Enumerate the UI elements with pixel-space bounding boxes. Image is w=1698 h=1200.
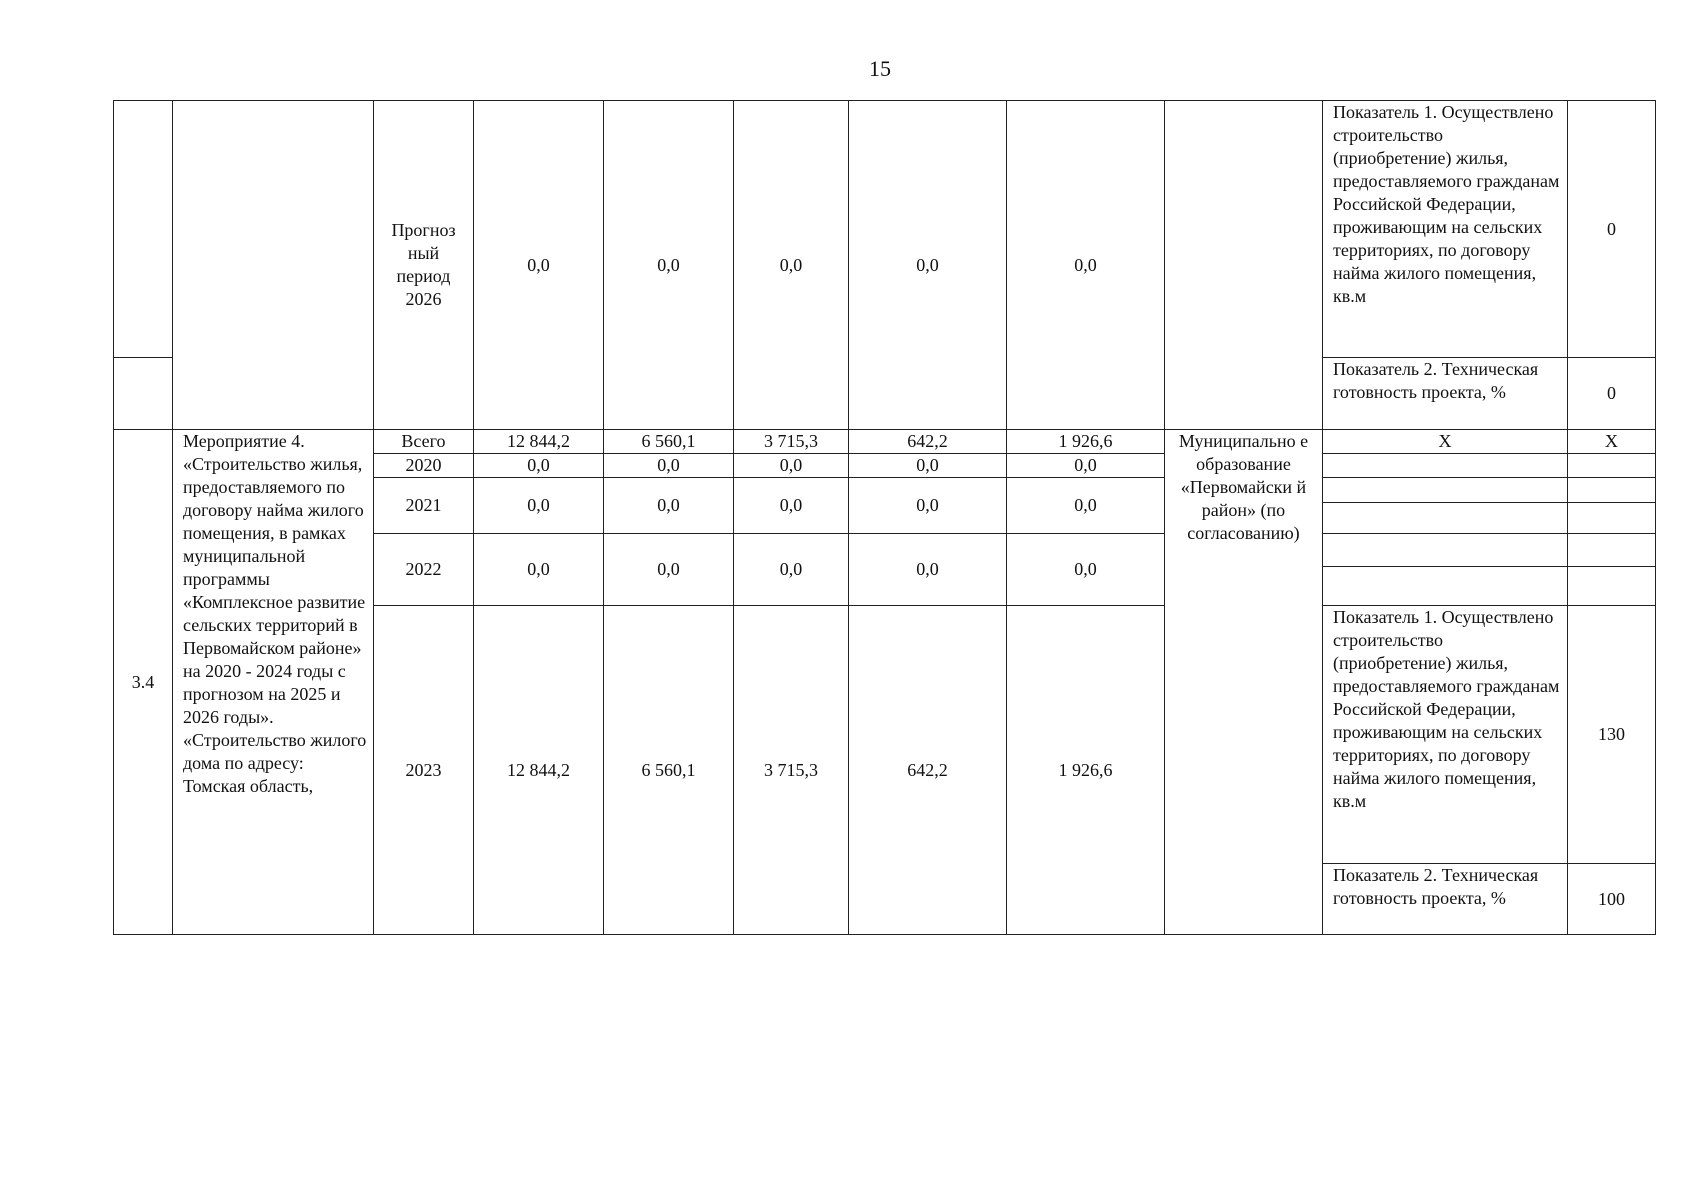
- period-cell: 2021: [374, 478, 474, 534]
- number-cell-empty: [114, 101, 173, 358]
- value-cell: 0,0: [1007, 534, 1165, 606]
- value-cell: 12 844,2: [474, 430, 604, 454]
- value-cell: 0,0: [474, 478, 604, 534]
- value-cell: 642,2: [849, 430, 1007, 454]
- indicator-2-text: Показатель 2. Техническая готовность проекта, %: [1323, 864, 1568, 935]
- table-row: [114, 101, 1656, 358]
- indicator-empty: [1323, 478, 1568, 534]
- value-cell: 1 926,6: [1007, 430, 1165, 454]
- indicator-1-text: Показатель 1. Осуществлено строительство (приобретение) жилья, предоставляемого гражданам Российской Федерации, проживающим на сельских территориях, по договору найма жилого помещения, кв.м: [1323, 101, 1568, 358]
- value-cell: 6 560,1: [604, 430, 734, 454]
- indicator-2-value: 0: [1568, 358, 1656, 430]
- value-cell: 0,0: [1007, 454, 1165, 478]
- period-cell: 2022: [374, 534, 474, 606]
- value-cell: 3 715,3: [734, 430, 849, 454]
- period-cell: 2023: [374, 606, 474, 935]
- value-cell: 0,0: [849, 478, 1007, 534]
- value-cell: 0,0: [849, 101, 1007, 430]
- period-cell: [374, 101, 474, 430]
- value-cell: 0,0: [604, 454, 734, 478]
- indicator-1-text: Показатель 1. Осуществлено строительство (приобретение) жилья, предоставляемого гражданам Российской Федерации, проживающим на сельских территориях, по договору найма жилого помещения, кв.м: [1323, 606, 1568, 864]
- indicator-empty: [1568, 534, 1656, 606]
- indicator-1-value: 0: [1568, 101, 1656, 358]
- value-cell: 0,0: [604, 534, 734, 606]
- budget-table: [113, 100, 1656, 935]
- item-description: Мероприятие 4. «Строительство жилья, предоставляемого по договору найма жилого помещения, в рамках муниципальной программы «Комплексное развитие сельских территорий в Первомайском районе» на 2020 - 2024 годы с прогнозом на 2025 и 2026 годы». «Строительство жилого дома по адресу: Томская область,: [173, 430, 374, 935]
- number-cell-empty: [114, 358, 173, 430]
- indicator-1-value: 130: [1568, 606, 1656, 864]
- indicator-empty: [1323, 454, 1568, 478]
- indicator-x: X: [1323, 430, 1568, 454]
- value-cell: 0,0: [474, 534, 604, 606]
- indicator-empty: [1568, 454, 1656, 478]
- value-cell: 0,0: [734, 478, 849, 534]
- period-cell: Всего: [374, 430, 474, 454]
- value-cell: 12 844,2: [474, 606, 604, 935]
- value-cell: 0,0: [1007, 478, 1165, 534]
- value-cell: 0,0: [734, 101, 849, 430]
- value-cell: 0,0: [604, 101, 734, 430]
- page-number: 15: [869, 56, 891, 81]
- period-label: Прогноз ный период 2026: [391, 220, 456, 309]
- value-cell: 0,0: [734, 534, 849, 606]
- value-cell: 642,2: [849, 606, 1007, 935]
- value-cell: 0,0: [474, 454, 604, 478]
- value-cell: 0,0: [474, 101, 604, 430]
- indicator-empty: [1323, 534, 1568, 606]
- value-cell: 6 560,1: [604, 606, 734, 935]
- value-cell: 3 715,3: [734, 606, 849, 935]
- item-number: 3.4: [114, 430, 173, 935]
- indicator-empty: [1568, 478, 1656, 534]
- value-cell: 0,0: [849, 454, 1007, 478]
- period-cell: 2020: [374, 454, 474, 478]
- table-row: [114, 430, 1656, 454]
- value-cell: 0,0: [849, 534, 1007, 606]
- indicator-2-text: Показатель 2. Техническая готовность проекта, %: [1323, 358, 1568, 430]
- executor-cell-empty: [1165, 101, 1323, 430]
- value-cell: 0,0: [604, 478, 734, 534]
- indicator-x-value: X: [1568, 430, 1656, 454]
- value-cell: 0,0: [1007, 101, 1165, 430]
- executor-cell: Муниципально е образование «Первомайски й район» (по согласованию): [1165, 430, 1323, 935]
- description-cell-empty: [173, 101, 374, 430]
- value-cell: 0,0: [734, 454, 849, 478]
- value-cell: 1 926,6: [1007, 606, 1165, 935]
- indicator-2-value: 100: [1568, 864, 1656, 935]
